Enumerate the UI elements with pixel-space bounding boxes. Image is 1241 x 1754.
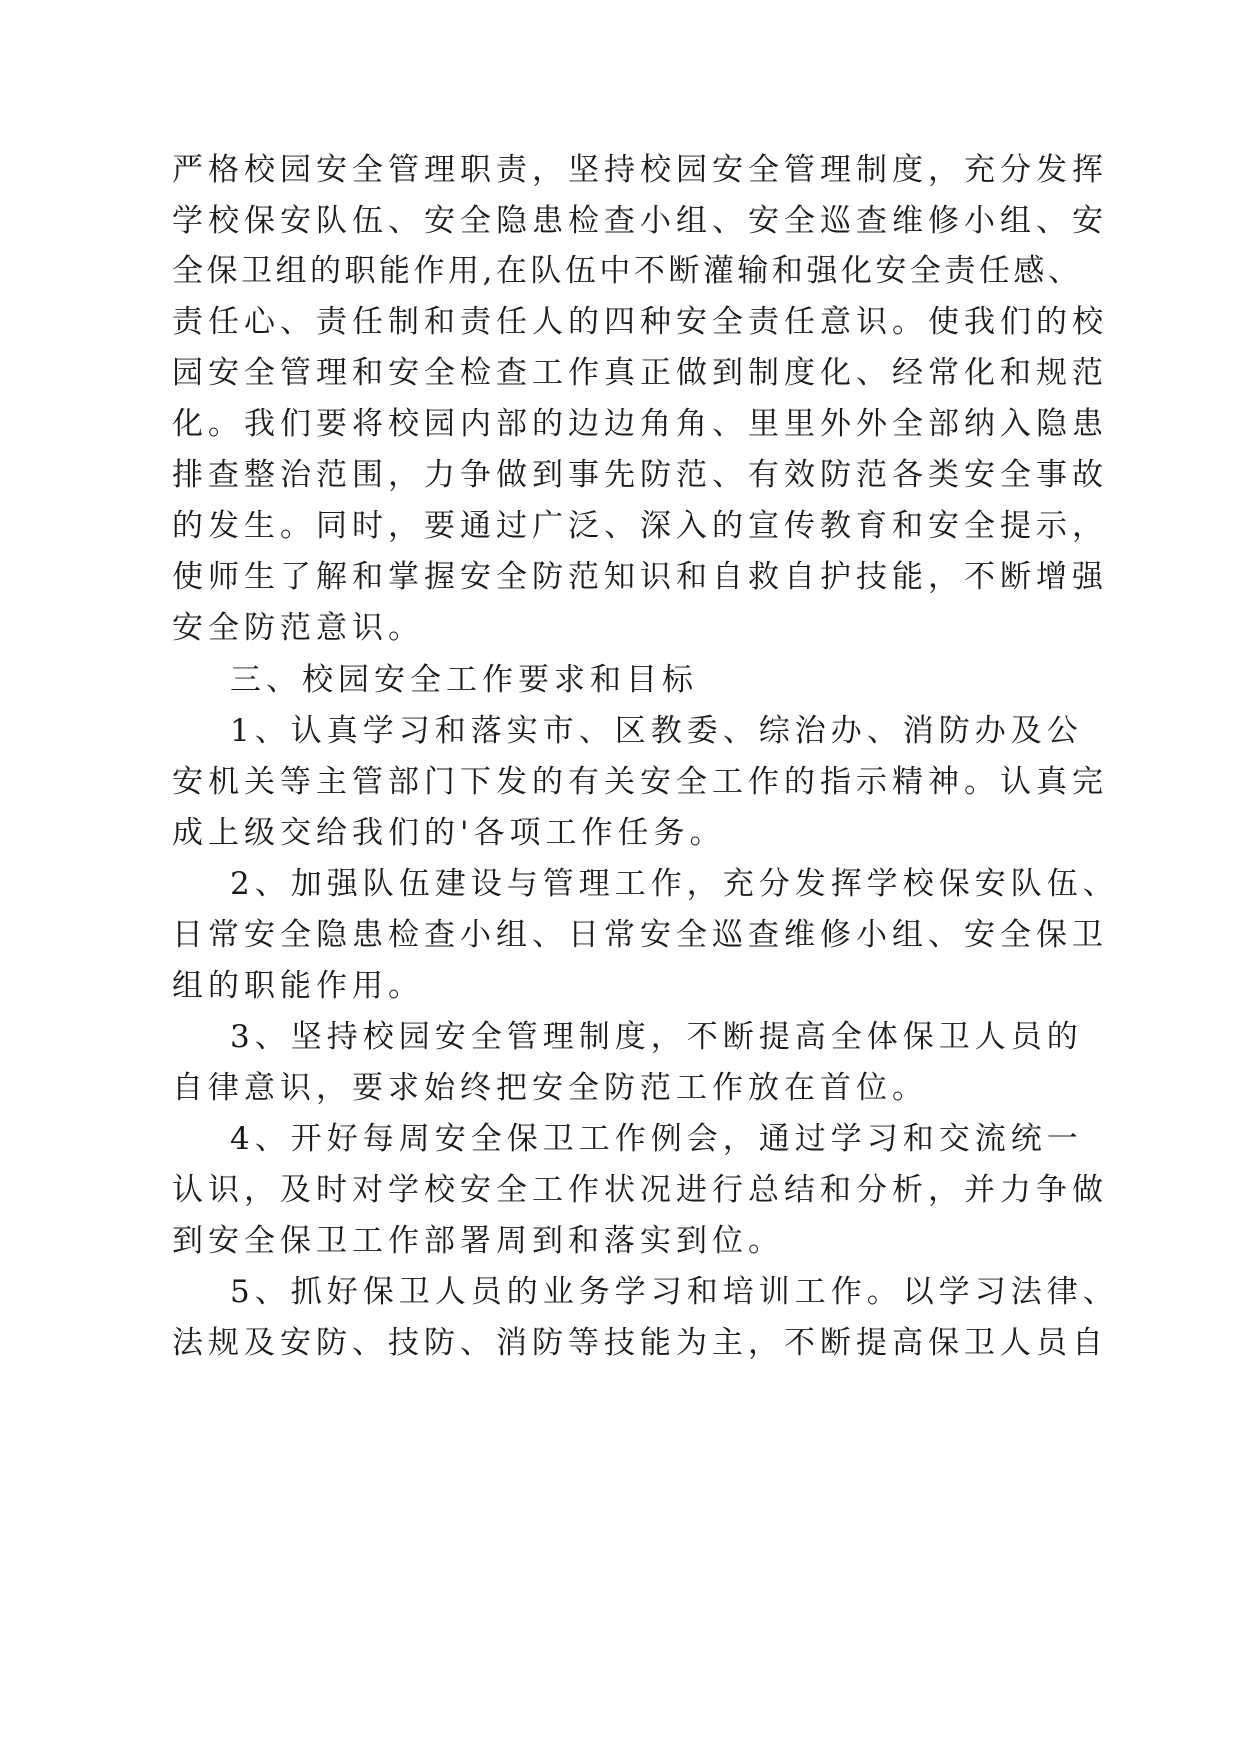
text-line: 3、坚持校园安全管理制度，不断提高全体保卫人员的 [230,1019,1083,1055]
text-line: 组的职能作用。 [172,968,424,1004]
text-line: 到安全保卫工作部署周到和落实到位。 [172,1223,784,1259]
text-line: 严格校园安全管理职责，坚持校园安全管理制度，充分发挥 [172,152,1108,188]
text-line: 化。我们要将校园内部的边边角角、里里外外全部纳入隐患 [172,406,1108,442]
text-line: 4、开好每周安全保卫工作例会，通过学习和交流统一 [230,1121,1083,1157]
text-line: 认识，及时对学校安全工作状况进行总结和分析，并力争做 [172,1172,1108,1208]
text-line: 使师生了解和掌握安全防范知识和自救自护技能，不断增强 [172,559,1108,595]
text-line: 5、抓好保卫人员的业务学习和培训工作。以学习法律、 [230,1274,1119,1310]
text-line: 的发生。同时，要通过广泛、深入的宣传教育和安全提示， [172,508,1108,544]
text-line: 安机关等主管部门下发的有关安全工作的指示精神。认真完 [172,764,1108,800]
text-line: 责任心、责任制和责任人的四种安全责任意识。使我们的校 [172,304,1108,340]
text-line: 全保卫组的职能作用,在队伍中不断灌输和强化安全责任感、 [172,253,1083,289]
text-line: 学校保安队伍、安全隐患检查小组、安全巡查维修小组、安 [172,203,1108,239]
text-line: 日常安全隐患检查小组、日常安全巡查维修小组、安全保卫 [172,917,1108,953]
text-line: 安全防范意识。 [172,610,424,646]
text-line: 2、加强队伍建设与管理工作，充分发挥学校保安队伍、 [230,866,1119,902]
text-line: 1、认真学习和落实市、区教委、综治办、消防办及公 [230,713,1083,749]
text-line: 法规及安防、技防、消防等技能为主，不断提高保卫人员自 [172,1325,1108,1361]
text-line: 成上级交给我们的'各项工作任务。 [172,815,726,851]
section-heading: 三、校园安全工作要求和目标 [230,662,698,698]
text-line: 园安全管理和安全检查工作真正做到制度化、经常化和规范 [172,355,1108,391]
text-line: 排查整治范围，力争做到事先防范、有效防范各类安全事故 [172,457,1108,493]
text-line: 自律意识，要求始终把安全防范工作放在首位。 [172,1070,928,1106]
